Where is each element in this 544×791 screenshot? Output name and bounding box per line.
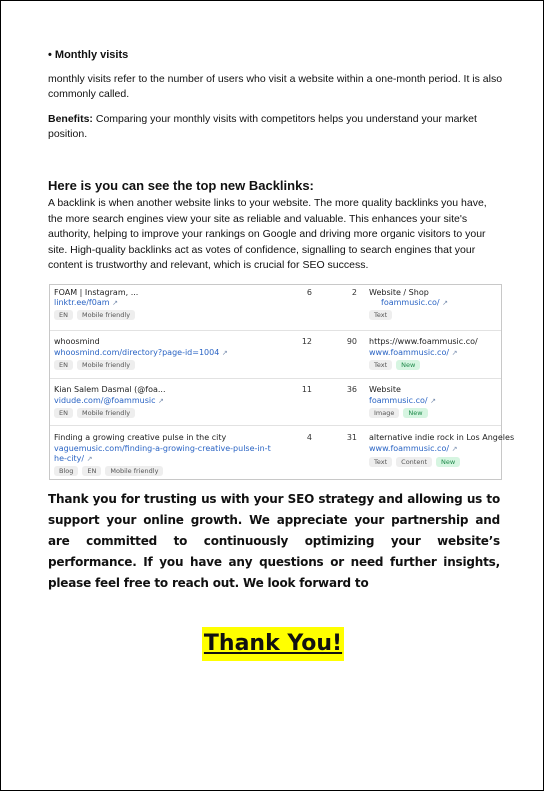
target-tags: [369, 457, 460, 467]
external-link-icon[interactable]: ↗: [430, 397, 437, 405]
target-tags: [369, 408, 428, 418]
tag: Text: [369, 310, 392, 320]
closing-message: Thank you for trusting us with your SEO strategy and allowing us to support your online growth. We appreciate your partnership and are committed to continuously optimizing your website’s performance. If you have any questions or need further insights, please feel free to reach out. We look forward to: [48, 492, 500, 590]
source-title: FOAM | Instagram, ...: [54, 288, 139, 297]
page-metric: 36: [346, 385, 357, 394]
domain-metric: 11: [301, 385, 312, 394]
source-title: Kian Salem Dasmal (@foa...: [54, 385, 166, 394]
tag: Blog: [54, 466, 78, 476]
monthly-visits-benefits: [48, 112, 503, 142]
tag: Mobile friendly: [77, 408, 135, 418]
tag: Text: [369, 360, 392, 370]
target-url[interactable]: www.foammusic.co/: [369, 444, 450, 453]
target-tags: [369, 360, 420, 370]
table-row: [50, 285, 501, 330]
page-metric: 2: [351, 288, 357, 297]
tag: EN: [54, 408, 73, 418]
source-title: whoosmind: [54, 337, 100, 346]
thank-you-wrapper: [1, 627, 544, 661]
target-tags: [369, 310, 392, 320]
source-url[interactable]: vidude.com/@foammusic: [54, 396, 156, 405]
tag: Image: [369, 408, 399, 418]
domain-metric: 12: [301, 337, 312, 346]
benefits-label: Benefits:: [48, 113, 93, 125]
source-tags: [54, 360, 135, 370]
target-link[interactable]: [381, 298, 448, 307]
table-row: [50, 330, 501, 379]
source-link[interactable]: [54, 298, 118, 308]
monthly-visits-description: monthly visits refer to the number of users who visit a website within a one-month period. It is also commonly called.: [48, 73, 503, 100]
source-url[interactable]: linktr.ee/f0am: [54, 298, 110, 307]
page-metric: 31: [346, 433, 357, 442]
source-link[interactable]: [54, 348, 228, 358]
tag: Mobile friendly: [77, 310, 135, 320]
new-badge: New: [396, 360, 420, 370]
source-tags: [54, 310, 135, 320]
external-link-icon[interactable]: ↗: [451, 445, 458, 453]
target-title: Website: [369, 385, 401, 394]
tag: EN: [54, 310, 73, 320]
monthly-visits-heading: • Monthly visits: [48, 49, 129, 61]
thank-you-heading: Thank You!: [202, 627, 344, 661]
new-badge: New: [436, 457, 460, 467]
backlinks-description: A backlink is when another website links to your website. The more quality backlinks you have, the more search engines view your site as reliable and valuable. This enhances your site's authority, helping to improve your rankings on Google and driving more organic visitors to your site. High-quality backlinks act as votes of confidence, signalling to search engines that your content is trustworthy and relevant, which is crucial for SEO success.: [48, 197, 487, 272]
domain-metric: 4: [306, 433, 312, 442]
target-title: https://www.foammusic.co/: [369, 337, 478, 346]
domain-metric: 6: [306, 288, 312, 297]
tag: EN: [54, 360, 73, 370]
source-tags: [54, 408, 135, 418]
external-link-icon[interactable]: ↗: [86, 455, 93, 463]
external-link-icon[interactable]: ↗: [442, 299, 449, 307]
target-link[interactable]: [369, 444, 457, 453]
tag: Mobile friendly: [77, 360, 135, 370]
target-link[interactable]: [369, 348, 457, 357]
target-url[interactable]: foammusic.co/: [381, 298, 440, 307]
table-row: [50, 425, 515, 479]
target-url[interactable]: www.foammusic.co/: [369, 348, 450, 357]
source-url-line1[interactable]: vaguemusic.com/finding-a-growing-creative-pulse-in-t: [54, 444, 271, 453]
external-link-icon[interactable]: ↗: [221, 349, 228, 357]
backlinks-heading: Here is you can see the top new Backlinks:: [48, 178, 314, 193]
external-link-icon[interactable]: ↗: [158, 397, 164, 405]
source-tags: [54, 466, 163, 476]
external-link-icon[interactable]: ↗: [451, 349, 458, 357]
page-metric: 90: [346, 337, 357, 346]
target-title: Website / Shop: [369, 288, 429, 297]
source-link[interactable]: [54, 396, 164, 406]
source-url[interactable]: whoosmind.com/directory?page-id=1004: [54, 348, 220, 357]
target-link[interactable]: [369, 396, 436, 405]
table-row: [50, 378, 501, 426]
benefits-text: Comparing your monthly visits with competitors helps you understand your market position.: [48, 113, 477, 140]
backlinks-table: [49, 284, 515, 480]
source-url-line2[interactable]: he-city/: [54, 454, 85, 463]
tag: Text: [369, 457, 392, 467]
external-link-icon[interactable]: ↗: [112, 299, 118, 307]
tag: Content: [396, 457, 432, 467]
target-title: alternative indie rock in Los Angeles: [369, 433, 515, 442]
source-link[interactable]: [54, 444, 284, 464]
source-title: Finding a growing creative pulse in the city: [54, 433, 227, 442]
new-badge: New: [403, 408, 427, 418]
target-url[interactable]: foammusic.co/: [369, 396, 428, 405]
tag: EN: [82, 466, 101, 476]
tag: Mobile friendly: [105, 466, 163, 476]
